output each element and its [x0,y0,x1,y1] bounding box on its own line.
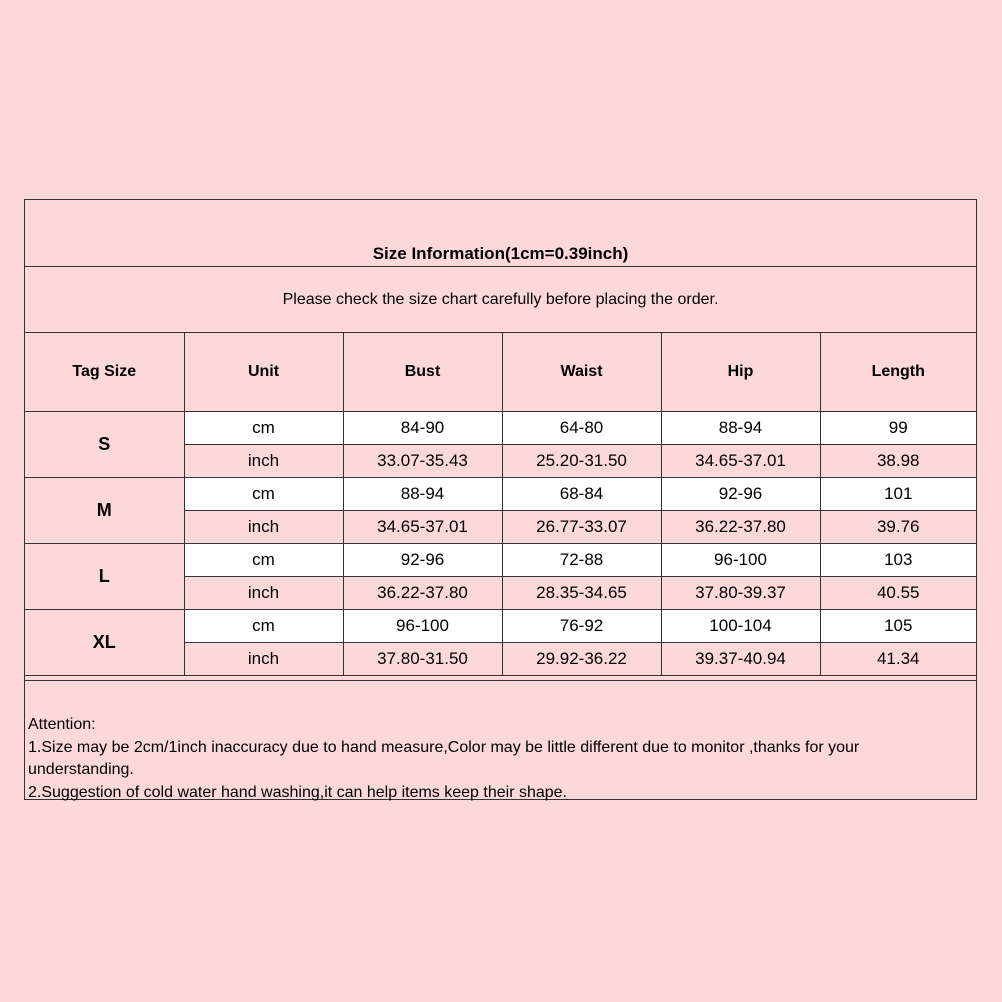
length-cell: 99 [820,412,976,445]
length-cell: 105 [820,610,976,643]
hip-cell: 39.37-40.94 [661,643,820,676]
header-hip: Hip [661,333,820,412]
hip-cell: 36.22-37.80 [661,511,820,544]
tag-size-cell: M [25,478,184,544]
tag-size-cell: S [25,412,184,478]
length-cell: 101 [820,478,976,511]
attention-note-1: 1.Size may be 2cm/1inch inaccuracy due to hand measure,Color may be little different due to monitor ,thanks for your understanding. [28,738,860,778]
length-cell: 103 [820,544,976,577]
hip-cell: 100-104 [661,610,820,643]
waist-cell: 28.35-34.65 [502,577,661,610]
bust-cell: 33.07-35.43 [343,445,502,478]
attention-heading: Attention: [28,716,96,733]
table-header-row [25,333,976,412]
unit-cell: cm [184,610,343,643]
waist-cell: 64-80 [502,412,661,445]
waist-cell: 26.77-33.07 [502,511,661,544]
header-tag-size: Tag Size [25,333,184,412]
unit-cell: cm [184,478,343,511]
hip-cell: 96-100 [661,544,820,577]
size-table [25,333,976,676]
hip-cell: 37.80-39.37 [661,577,820,610]
order-notice: Please check the size chart carefully before placing the order. [25,267,976,333]
waist-cell: 25.20-31.50 [502,445,661,478]
length-cell: 40.55 [820,577,976,610]
bust-cell: 36.22-37.80 [343,577,502,610]
header-bust: Bust [343,333,502,412]
unit-cell: cm [184,544,343,577]
size-chart-title: Size Information(1cm=0.39inch) [25,200,976,267]
table-row [25,412,976,445]
waist-cell: 76-92 [502,610,661,643]
length-cell: 38.98 [820,445,976,478]
unit-cell: cm [184,412,343,445]
tag-size-cell: XL [25,610,184,676]
size-chart-sheet [24,199,977,800]
hip-cell: 92-96 [661,478,820,511]
unit-cell: inch [184,445,343,478]
header-unit: Unit [184,333,343,412]
length-cell: 41.34 [820,643,976,676]
attention-notes [25,680,976,804]
bust-cell: 88-94 [343,478,502,511]
table-row [25,610,976,643]
unit-cell: inch [184,511,343,544]
bust-cell: 84-90 [343,412,502,445]
attention-note-2: 2.Suggestion of cold water hand washing,it can help items keep their shape. [28,783,567,801]
bust-cell: 96-100 [343,610,502,643]
hip-cell: 34.65-37.01 [661,445,820,478]
bust-cell: 37.80-31.50 [343,643,502,676]
unit-cell: inch [184,577,343,610]
waist-cell: 68-84 [502,478,661,511]
bust-cell: 34.65-37.01 [343,511,502,544]
length-cell: 39.76 [820,511,976,544]
header-length: Length [820,333,976,412]
bust-cell: 92-96 [343,544,502,577]
waist-cell: 29.92-36.22 [502,643,661,676]
unit-cell: inch [184,643,343,676]
waist-cell: 72-88 [502,544,661,577]
table-row [25,478,976,511]
tag-size-cell: L [25,544,184,610]
hip-cell: 88-94 [661,412,820,445]
table-row [25,544,976,577]
header-waist: Waist [502,333,661,412]
